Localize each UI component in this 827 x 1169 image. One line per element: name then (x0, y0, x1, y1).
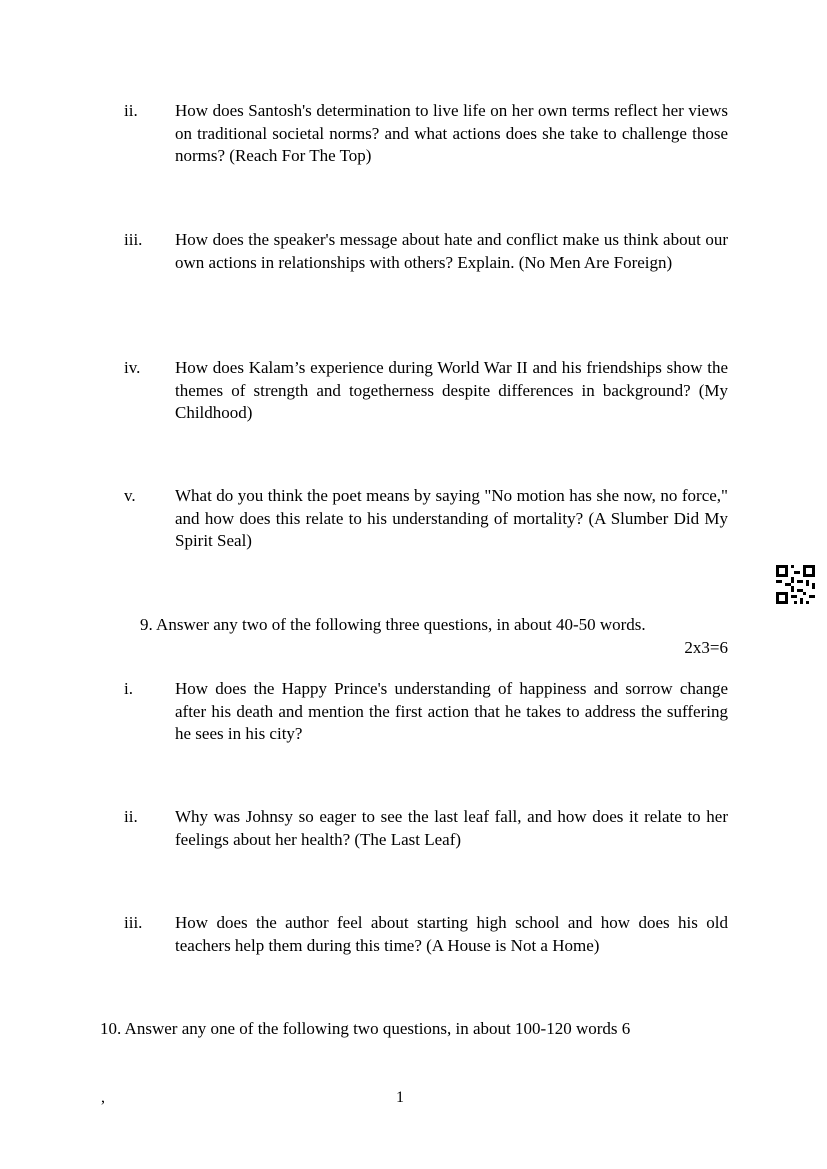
question-text: How does the author feel about starting high school and how does his old teachers help them during this time? (A House is Not a Home) (175, 913, 728, 955)
footer-mark: , (101, 1089, 105, 1106)
question-text: Why was Johnsy so eager to see the last leaf fall, and how does it relate to her feelings about her health? (The Last Leaf) (175, 807, 728, 849)
question-9-block (140, 614, 728, 659)
question-text: How does the Happy Prince's understanding of happiness and sorrow change after his death and mention the first action that he takes to address the suffering he sees in his city? (175, 679, 728, 743)
question-9-heading: 9. Answer any two of the following three questions, in about 40-50 words. (140, 615, 646, 634)
question-text: What do you think the poet means by saying "No motion has she now, no force," and how does this relate to his understanding of mortality? (A Slumber Did My Spirit Seal) (175, 486, 728, 550)
question-10-heading: 10. Answer any one of the following two questions, in about 100-120 words 6 (100, 1019, 631, 1038)
question-number: ii. (124, 807, 138, 826)
question-number: v. (124, 486, 136, 505)
question-number: i. (124, 679, 133, 698)
question-number: iii. (124, 913, 143, 932)
question-text: How does the speaker's message about hate and conflict make us think about our own actions in relationships with others? Explain. (No Men Are Foreign) (175, 230, 728, 272)
question-number: iii. (124, 230, 143, 249)
question-9-marks: 2x3=6 (684, 637, 728, 657)
question-number: iv. (124, 358, 141, 377)
question-text: How does Santosh's determination to live life on her own terms reflect her views on traditional societal norms? and what actions does she take to challenge those norms? (Reach For The Top) (175, 101, 728, 165)
question-number: ii. (124, 101, 138, 120)
page-number: 1 (396, 1089, 404, 1106)
qr-code-icon (776, 565, 815, 604)
question-text: How does Kalam’s experience during World War II and his friendships show the themes of strength and togetherness despite differences in background? (My Childhood) (175, 358, 728, 422)
